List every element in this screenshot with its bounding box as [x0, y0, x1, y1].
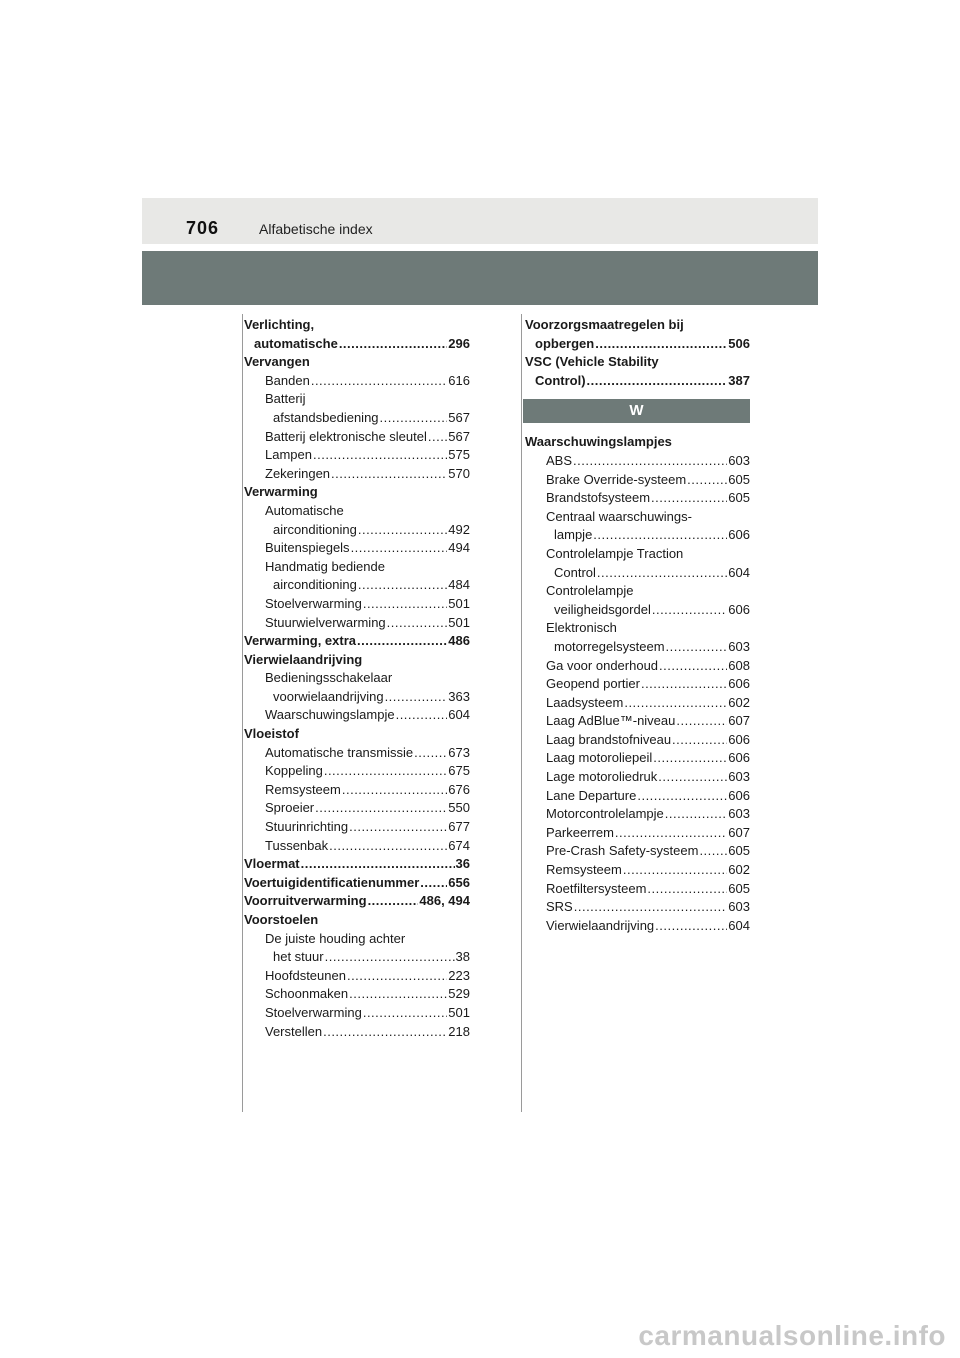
- index-term: Verwarming: [244, 484, 318, 500]
- dot-leader: [323, 1023, 447, 1042]
- page-reference: 608: [728, 657, 750, 673]
- index-term: Remsysteem: [546, 862, 622, 878]
- right-column-rule: [521, 314, 522, 1112]
- index-entry: [244, 390, 470, 427]
- index-entry: [525, 508, 750, 545]
- page-reference: 486, 494: [419, 893, 470, 909]
- index-entry: [525, 731, 750, 750]
- dot-leader: [380, 409, 448, 428]
- index-term: Elektronisch: [546, 620, 617, 636]
- index-entry: [244, 874, 470, 893]
- index-term: Voorzorgsmaatregelen bij: [525, 317, 684, 332]
- index-entry: [525, 842, 750, 861]
- index-term: Batterij: [265, 391, 306, 407]
- dot-leader: [653, 749, 727, 768]
- index-term: afstandsbediening: [273, 409, 379, 425]
- dot-leader: [666, 638, 728, 657]
- index-entry: [244, 558, 470, 595]
- dot-leader: [593, 526, 727, 545]
- index-entry: [244, 855, 470, 874]
- dot-leader: [641, 675, 727, 694]
- watermark: carmanualsonline.info: [638, 1320, 946, 1351]
- index-term: Voorstoelen: [244, 912, 319, 927]
- page-reference: 607: [728, 824, 750, 840]
- index-term: voorwielaandrijving: [273, 688, 384, 704]
- dot-leader: [676, 712, 727, 731]
- index-term: VSC (Vehicle Stability: [525, 354, 659, 370]
- index-entry: [525, 880, 750, 899]
- index-term: De juiste houding achter: [265, 930, 406, 946]
- page-reference: 603: [728, 452, 750, 468]
- index-term: Controlelampje: [546, 583, 634, 599]
- index-entry: [244, 651, 470, 670]
- page-reference: 492: [448, 521, 470, 537]
- index-entry: [244, 428, 470, 447]
- page-header-bar: [142, 198, 818, 244]
- index-entry: [525, 582, 750, 619]
- index-entry: [244, 614, 470, 633]
- index-term: het stuur: [273, 949, 324, 965]
- page-reference: 604: [448, 707, 470, 723]
- page-reference: 602: [728, 694, 750, 710]
- page-reference: 494: [448, 540, 470, 556]
- index-entry: [525, 712, 750, 731]
- section-letter-w: W: [523, 399, 750, 423]
- index-term: Motorcontrolelampje: [546, 806, 664, 822]
- index-entry: [244, 539, 470, 558]
- index-entry: [525, 787, 750, 806]
- page-reference: 676: [448, 781, 470, 797]
- index-entry: [525, 694, 750, 713]
- index-entry: [525, 545, 750, 582]
- index-term: Banden: [265, 372, 310, 388]
- index-term: lampje: [554, 527, 593, 543]
- index-entry: [244, 930, 470, 967]
- index-entry: [525, 452, 750, 471]
- page-reference: 604: [728, 564, 750, 580]
- page-reference: 605: [728, 880, 750, 896]
- index-term: Vierwielaandrijving: [244, 651, 363, 667]
- index-term: Stuurwielverwarming: [265, 614, 386, 630]
- index-entry: [244, 762, 470, 781]
- index-term: Vierwielaandrijving: [546, 917, 655, 933]
- index-group-w: [525, 433, 750, 935]
- index-column-right: [525, 316, 750, 935]
- dot-leader: [363, 1004, 447, 1023]
- dot-leader: [315, 799, 447, 818]
- page-reference: 570: [448, 465, 470, 481]
- page-reference: 606: [728, 787, 750, 803]
- page-reference: 567: [448, 409, 470, 425]
- dot-leader: [428, 428, 447, 447]
- dot-leader: [687, 471, 727, 490]
- index-term: Controlelampje Traction: [546, 545, 684, 561]
- dot-leader: [624, 694, 727, 713]
- page-reference: 484: [448, 577, 470, 593]
- dot-leader: [595, 335, 727, 354]
- index-entry: [244, 892, 470, 911]
- index-term: Stoelverwarming: [265, 1004, 362, 1020]
- index-term: Vloermat: [244, 856, 300, 872]
- index-term: Laag AdBlue™-niveau: [546, 713, 676, 729]
- index-term: Zekeringen: [265, 465, 331, 481]
- dot-leader: [647, 880, 727, 899]
- index-entry: [244, 372, 470, 391]
- index-term: Laadsysteem: [546, 694, 624, 710]
- page-reference: 506: [728, 335, 750, 351]
- index-group-v-continued: [525, 316, 750, 390]
- index-entry: [525, 675, 750, 694]
- page-reference: 604: [728, 917, 750, 933]
- index-term: Voorruitverwarming: [244, 893, 367, 909]
- index-term: Automatische transmissie: [265, 744, 414, 760]
- index-term: Brake Override-systeem: [546, 471, 687, 487]
- index-term: Waarschuwingslampjes: [525, 434, 672, 450]
- index-term: Lage motoroliedruk: [546, 769, 658, 785]
- dot-leader: [699, 842, 727, 861]
- dot-leader: [368, 892, 419, 911]
- dot-leader: [420, 874, 447, 893]
- dot-leader: [329, 837, 447, 856]
- index-term: Handmatig bediende: [265, 558, 385, 574]
- page-reference: 677: [448, 819, 470, 835]
- page-reference: 606: [728, 527, 750, 543]
- page-reference: 603: [728, 638, 750, 654]
- page-reference: 673: [448, 744, 470, 760]
- dot-leader: [387, 614, 448, 633]
- page-reference: 575: [448, 447, 470, 463]
- index-term: Roetfiltersysteem: [546, 880, 647, 896]
- dot-leader: [324, 762, 447, 781]
- index-term: Pre-Crash Safety-systeem: [546, 843, 699, 859]
- page-reference: 616: [448, 372, 470, 388]
- page-reference: 656: [448, 874, 470, 890]
- dot-leader: [652, 601, 727, 620]
- page-reference: 567: [448, 428, 470, 444]
- page-reference: 606: [728, 750, 750, 766]
- index-term: Bedieningsschakelaar: [265, 670, 393, 686]
- index-term: Buitenspiegels: [265, 540, 350, 556]
- index-entry: [525, 749, 750, 768]
- index-term: motorregelsysteem: [554, 638, 665, 654]
- dot-leader: [665, 805, 728, 824]
- index-term: Laag motoroliepeil: [546, 750, 653, 766]
- index-term: Geopend portier: [546, 676, 640, 692]
- left-column-rule: [242, 314, 243, 1112]
- index-term: Automatische: [265, 502, 344, 518]
- index-term: Sproeier: [265, 800, 315, 816]
- index-term: automatische: [254, 335, 338, 351]
- page-reference: 605: [728, 471, 750, 487]
- page-reference: 675: [448, 763, 470, 779]
- dot-leader: [659, 657, 727, 676]
- page-title: Alfabetische index: [259, 221, 373, 237]
- page-reference: 486: [448, 633, 470, 649]
- index-entry: [525, 861, 750, 880]
- index-term: airconditioning: [273, 577, 357, 593]
- index-entry: [244, 595, 470, 614]
- index-entry: [244, 744, 470, 763]
- dot-leader: [623, 861, 727, 880]
- index-entry: [244, 706, 470, 725]
- dot-leader: [658, 768, 727, 787]
- index-column-left: [244, 316, 470, 1041]
- page-reference: 501: [448, 595, 470, 611]
- index-entry: [244, 837, 470, 856]
- page-reference: 603: [728, 899, 750, 915]
- index-entry: [525, 657, 750, 676]
- index-entry: [244, 669, 470, 706]
- page-reference: 36: [455, 856, 470, 872]
- index-term: Lampen: [265, 447, 312, 463]
- index-term: Verwarming, extra: [244, 633, 356, 649]
- index-entry: [525, 353, 750, 390]
- dot-leader: [339, 335, 447, 354]
- dot-leader: [615, 824, 727, 843]
- dot-leader: [311, 372, 447, 391]
- index-term: Control): [535, 372, 586, 388]
- index-entry: [244, 781, 470, 800]
- dot-leader: [574, 898, 728, 917]
- index-entry: [244, 483, 470, 502]
- index-term: Koppeling: [265, 763, 323, 779]
- index-entry: [244, 316, 470, 353]
- index-term: Hoofdsteunen: [265, 967, 346, 983]
- index-entry: [244, 985, 470, 1004]
- page-number: 706: [186, 218, 220, 238]
- dot-leader: [637, 787, 727, 806]
- page-reference: 296: [448, 335, 470, 351]
- index-entry: [244, 446, 470, 465]
- index-term: Laag brandstofniveau: [546, 731, 672, 747]
- index-term: ABS: [546, 452, 573, 468]
- index-entry: [525, 917, 750, 936]
- dot-leader: [587, 372, 728, 391]
- index-term: Ga voor onderhoud: [546, 657, 659, 673]
- index-term: Schoonmaken: [265, 986, 349, 1002]
- dot-leader: [313, 446, 447, 465]
- dot-leader: [347, 967, 447, 986]
- page-reference: 606: [728, 601, 750, 617]
- dot-leader: [573, 452, 727, 471]
- index-entry: [525, 805, 750, 824]
- page-reference: 218: [448, 1023, 470, 1039]
- index-term: Control: [554, 564, 596, 580]
- index-term: Stoelverwarming: [265, 595, 362, 611]
- page-reference: 501: [448, 614, 470, 630]
- index-entry: [244, 632, 470, 651]
- page-reference: 387: [728, 372, 750, 388]
- page-reference: 223: [448, 967, 470, 983]
- page-reference: 603: [728, 769, 750, 785]
- page-reference: 605: [728, 490, 750, 506]
- page-reference: 529: [448, 986, 470, 1002]
- index-entry: [244, 1004, 470, 1023]
- dot-leader: [655, 917, 727, 936]
- dot-leader: [342, 781, 447, 800]
- page-reference: 674: [448, 837, 470, 853]
- page-reference: 363: [448, 688, 470, 704]
- dot-leader: [363, 595, 447, 614]
- index-entry: [525, 471, 750, 490]
- page-reference: 550: [448, 800, 470, 816]
- page-reference: 605: [728, 843, 750, 859]
- dot-leader: [385, 688, 448, 707]
- dot-leader: [358, 576, 447, 595]
- index-term: opbergen: [535, 335, 595, 351]
- index-entry: [525, 619, 750, 656]
- dot-leader: [358, 521, 447, 540]
- dot-leader: [414, 744, 447, 763]
- index-entry: [525, 316, 750, 353]
- index-term: Waarschuwingslampje: [265, 707, 395, 723]
- index-term: Vervangen: [244, 354, 310, 370]
- index-entry: [244, 911, 470, 930]
- dot-leader: [357, 632, 447, 651]
- index-entry: [244, 1023, 470, 1042]
- dot-leader: [325, 948, 455, 967]
- index-term: Parkeerrem: [546, 824, 614, 840]
- page-reference: 606: [728, 676, 750, 692]
- index-term: Tussenbak: [265, 837, 329, 853]
- index-entry: [525, 768, 750, 787]
- page-reference: 607: [728, 713, 750, 729]
- index-entry: [244, 818, 470, 837]
- dot-leader: [597, 564, 727, 583]
- index-term: Vloeistof: [244, 726, 299, 742]
- index-entry: [244, 967, 470, 986]
- index-entry: [525, 898, 750, 917]
- index-term: SRS: [546, 899, 573, 915]
- page-reference: 606: [728, 731, 750, 747]
- index-term: veiligheidsgordel: [554, 601, 651, 617]
- index-term: Batterij elektronische sleutel: [265, 428, 427, 444]
- index-term: Lane Departure: [546, 787, 637, 803]
- page-reference: 602: [728, 862, 750, 878]
- dot-leader: [331, 465, 447, 484]
- page-reference: 38: [455, 949, 470, 965]
- index-term: Stuurinrichting: [265, 819, 349, 835]
- index-entry: [244, 465, 470, 484]
- index-term: Verstellen: [265, 1023, 323, 1039]
- index-entry: [525, 489, 750, 508]
- dot-leader: [651, 489, 727, 508]
- index-term: Remsysteem: [265, 781, 341, 797]
- dot-leader: [301, 855, 455, 874]
- index-entry: [244, 353, 470, 372]
- index-term: Brandstofsysteem: [546, 490, 651, 506]
- index-term: Centraal waarschuwings-: [546, 508, 692, 524]
- chapter-band: [142, 251, 818, 305]
- index-entry: [525, 824, 750, 843]
- index-entry: [244, 799, 470, 818]
- index-term: Verlichting,: [244, 317, 315, 332]
- page-reference: 603: [728, 806, 750, 822]
- dot-leader: [351, 539, 448, 558]
- index-term: airconditioning: [273, 521, 357, 537]
- index-entry: [244, 502, 470, 539]
- dot-leader: [349, 985, 447, 1004]
- index-term: Voertuigidentificatienummer: [244, 874, 420, 890]
- index-entry: [244, 725, 470, 744]
- index-entry: [525, 433, 750, 452]
- dot-leader: [396, 706, 448, 725]
- dot-leader: [672, 731, 727, 750]
- dot-leader: [349, 818, 447, 837]
- page-reference: 501: [448, 1004, 470, 1020]
